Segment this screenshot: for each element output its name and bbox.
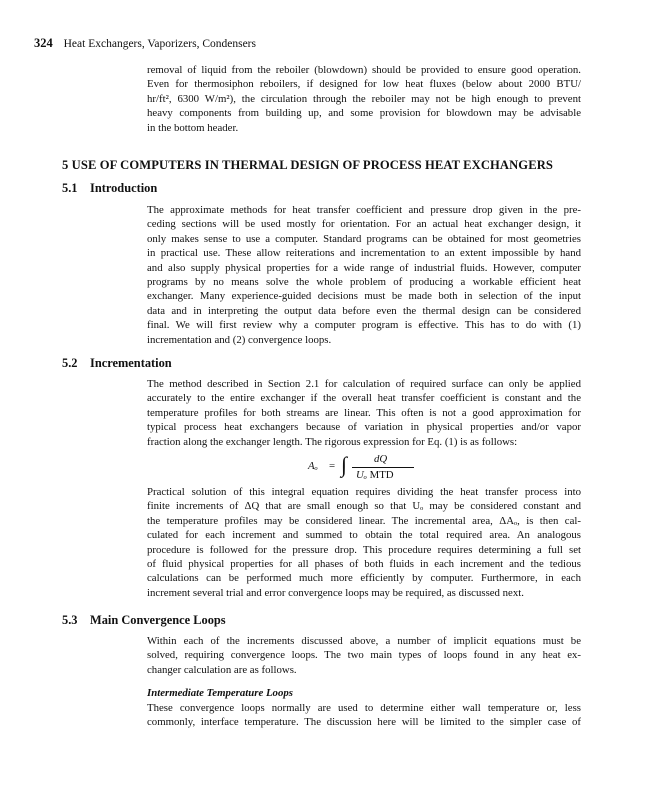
subsection-title: Main Convergence Loops	[90, 613, 226, 627]
text-line: incrementation and (2) convergence loops.	[147, 333, 332, 346]
run-in-subheading: Intermediate Temperature Loops	[147, 687, 293, 699]
book-title: Heat Exchangers, Vaporizers, Condensers	[63, 38, 256, 50]
equation-denominator	[356, 469, 394, 481]
intro-paragraph	[147, 63, 581, 135]
incrementation-paragraph-a	[147, 377, 581, 449]
equals-sign: =	[329, 460, 336, 472]
text-line: accurately to the entire exchanger if the overall heat transfer coefficient is constant and the	[147, 392, 581, 405]
fraction-bar	[352, 467, 414, 468]
text-line: changer calculation are as follows.	[147, 663, 297, 676]
convergence-paragraph	[147, 634, 581, 677]
incrementation-paragraph-b	[147, 485, 581, 600]
equation-lhs: Aₒ	[308, 460, 318, 472]
text-line: temperature profiles for both streams are linear. This often is not a good approximation for	[147, 406, 581, 419]
area-integral-equation	[308, 453, 428, 487]
intermediate-temperature-paragraph	[147, 701, 581, 730]
text-line: the temperature profiles may be considered linear. The incremental area, ΔAₒ, is then cal-	[147, 514, 581, 527]
subsection-heading-5-2	[62, 356, 172, 371]
text-line: These convergence loops normally are used to determine either wall temperature or, less	[147, 702, 581, 714]
denominator-variable: Uₒ	[356, 469, 367, 481]
text-line: fraction along the exchanger length. The rigorous expression for Eq. (1) is as follows:	[147, 435, 518, 448]
equation-numerator: dQ	[374, 453, 388, 465]
text-line: Practical solution of this integral equation requires dividing the heat transfer process into	[147, 486, 581, 498]
text-line: procedure is followed for the pressure drop. This procedure requires determining a full set	[147, 543, 581, 556]
text-line: and also supply physical properties for a wide range of industrial fluids. However, computer	[147, 261, 581, 274]
text-line: programs by no means solve the whole problem of producing a workable efficient heat	[147, 276, 581, 289]
subsection-number: 5.2	[62, 356, 78, 370]
text-line: calculations can be performed much more efficiently by computer. Furthermore, in each	[147, 572, 581, 585]
subsection-number: 5.3	[62, 613, 78, 627]
subsection-title: Introduction	[90, 181, 158, 195]
text-line: in the bottom header.	[147, 121, 239, 134]
text-line: data and in interpreting the output data before even the thermal design can be considered	[147, 304, 581, 317]
subsection-heading-5-3	[62, 613, 226, 628]
text-line: typical process heat exchangers because of variation in physical properties and/or vapor	[147, 421, 581, 434]
subsection-number: 5.1	[62, 181, 78, 195]
running-head	[34, 36, 256, 51]
integral-sign: ∫	[341, 452, 348, 477]
text-line: finite increments of ΔQ that are small enough so that Uₒ may be considered constant and	[147, 500, 581, 513]
text-line: ceding sections will be used mostly for orientation. For an actual heat exchanger design, it	[147, 218, 581, 231]
text-line: heavy components from building up, and some provision for blowdown may be advisable	[147, 107, 581, 120]
text-line: only makes sense to use a computer. Standard programs can be obtained for most geometries	[147, 232, 581, 245]
text-line: Within each of the increments discussed above, a number of implicit equations must be	[147, 635, 581, 647]
text-line: final. We will first review why a computer program is effective. This has to do with (1)	[147, 319, 581, 332]
text-line: in practical use. These allow reiterations and incrementation to an extent impossible by hand	[147, 247, 581, 260]
denominator-text: MTD	[369, 469, 394, 481]
text-line: exchanger. Many experience-guided decisions must be made both in selection of the input	[147, 290, 581, 303]
text-line: culated for each increment and summed to obtain the total required area. An analogous	[147, 529, 581, 542]
text-line: increment several trial and error convergence loops may be required, as discussed next.	[147, 586, 524, 599]
text-line: of fluid physical properties for all phases of both fluids in each increment and the tedious	[147, 558, 581, 571]
subsection-heading-5-1	[62, 181, 157, 196]
text-line: removal of liquid from the reboiler (blowdown) should be provided to ensure good operation.	[147, 64, 581, 76]
text-line: The approximate methods for heat transfer coefficient and pressure drop given in the pre-	[147, 204, 581, 216]
subsection-title: Incrementation	[90, 356, 172, 370]
text-line: Even for thermosiphon reboilers, if designed for low heat fluxes (below about 2000 BTU/	[147, 78, 581, 91]
page-number: 324	[34, 36, 53, 50]
section-heading: 5 USE OF COMPUTERS IN THERMAL DESIGN OF PROCESS HEAT EXCHANGERS	[62, 158, 554, 172]
introduction-paragraph	[147, 203, 581, 347]
text-line: solved, requiring convergence loops. The two main types of loops found in any heat ex-	[147, 649, 581, 662]
text-line: The method described in Section 2.1 for calculation of required surface can only be applied	[147, 378, 581, 390]
text-line: commonly, interface temperature. The discussion here will be limited to the simpler case of	[147, 716, 581, 729]
text-line: hr/ft², 6300 W/m²), the circulation through the reboiler may not be high enough to prevent	[147, 92, 581, 105]
